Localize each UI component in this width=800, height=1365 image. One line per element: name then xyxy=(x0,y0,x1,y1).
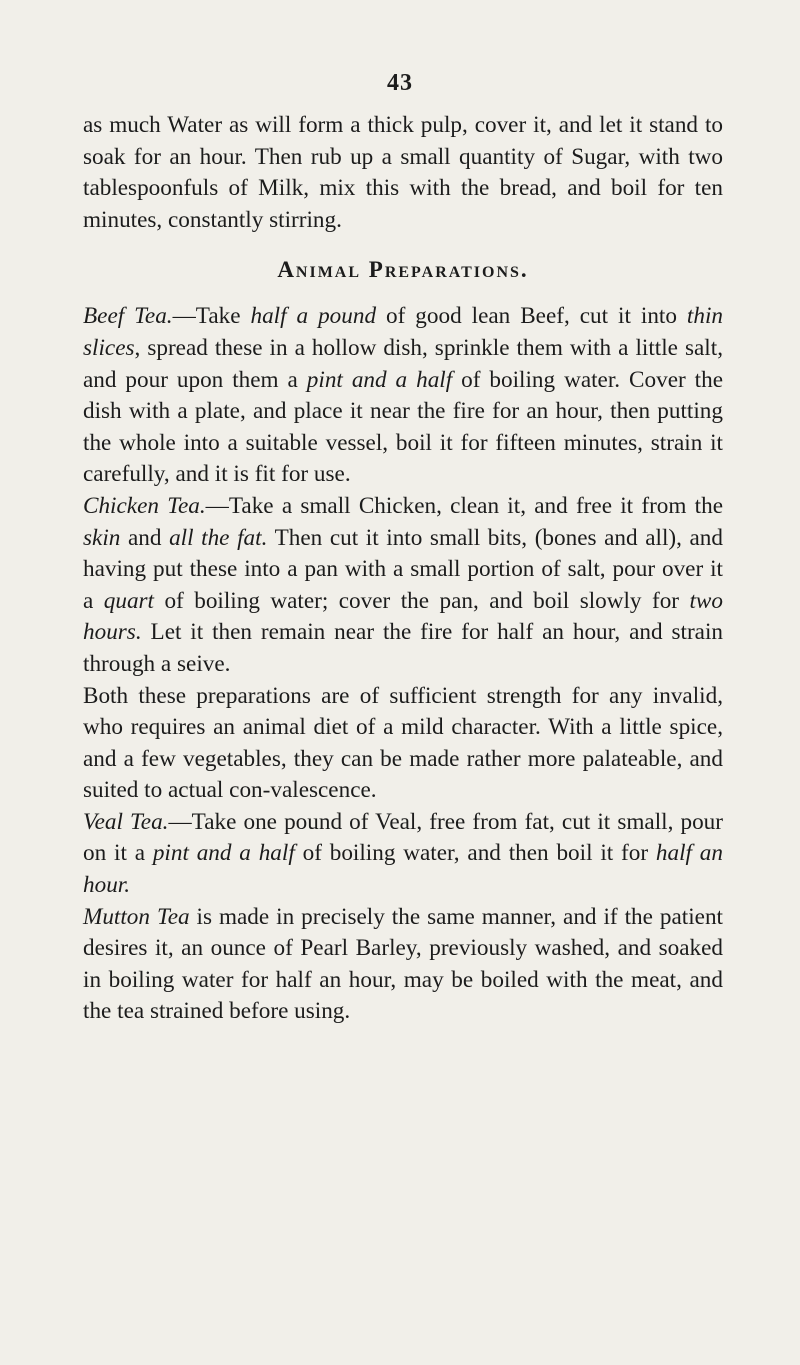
emphasis: all the fat. xyxy=(169,524,268,551)
emphasis: thin slices xyxy=(83,303,723,361)
text-run: , spread these in a hollow dish, sprinkle them with a little salt, and pour upon them a xyxy=(83,334,723,393)
text-run: of good lean Beef, cut it into xyxy=(376,303,687,330)
chicken-tea-paragraph xyxy=(83,491,723,681)
emphasis: pint and a half xyxy=(306,366,453,393)
text-run: of boiling water. Cover the dish with a plate, and place it near the fire for an hour, then putting the whole into a suitable vessel, boil it for fifteen minutes, strain it carefully, and it is fit for use. xyxy=(83,366,723,488)
text-run: of boiling water, and then boil it for xyxy=(294,840,656,867)
page-number: 43 xyxy=(387,70,413,96)
emphasis: two hours. xyxy=(83,587,723,646)
text-run: —Take one pound of Veal, free from fat, cut it small, pour on it a xyxy=(83,808,723,867)
text-run: is made in precisely the same manner, and if the patient desires it, an ounce of Pearl Barley, previously washed, and soaked in boiling water for half an hour, may be boiled with the meat, and the tea strained before using. xyxy=(83,903,723,1025)
recipe-title: Mutton Tea xyxy=(83,903,190,930)
emphasis: pint and a half xyxy=(152,840,295,867)
emphasis: half an hour. xyxy=(83,840,723,899)
text-run: of boiling water; cover the pan, and boil slowly for xyxy=(154,587,690,614)
recipe-title: Beef Tea. xyxy=(83,303,173,330)
emphasis: half a pound xyxy=(250,303,377,330)
intro-paragraph: as much Water as will form a thick pulp, cover it, and let it stand to soak for an hour. Then rub up a small quantity of Sugar, with two tablespoonfuls of Milk, mix this with the bread, and boil for ten minutes, constantly stirring. xyxy=(83,112,723,233)
text-run: Let it then remain near the fire for half an hour, and strain through a seive. xyxy=(83,619,723,677)
text-run: —Take a small Chicken, clean it, and free it from the xyxy=(205,492,724,519)
mutton-tea-paragraph xyxy=(83,902,723,1028)
text-run: and xyxy=(120,524,170,551)
section-heading: Animal Preparations. xyxy=(277,257,529,283)
recipe-title: Chicken Tea. xyxy=(83,492,206,519)
veal-tea-paragraph xyxy=(83,807,723,902)
text-run: Then cut it into small bits, (bones and all), and having put these into a pan with a small portion of salt, pour over it a xyxy=(83,524,723,614)
emphasis: quart xyxy=(103,587,154,614)
emphasis: skin xyxy=(83,524,121,551)
text-run: —Take xyxy=(172,303,251,330)
both-preparations-paragraph: Both these preparations are of sufficient strength for any invalid, who requires an animal diet of a mild character. With a little spice, and a few vegetables, they can be made rather more palateable, and suited to actual con-valescence. xyxy=(83,682,723,804)
page-body xyxy=(83,110,723,1028)
recipe-title: Veal Tea. xyxy=(83,808,169,835)
beef-tea-paragraph xyxy=(83,301,723,491)
